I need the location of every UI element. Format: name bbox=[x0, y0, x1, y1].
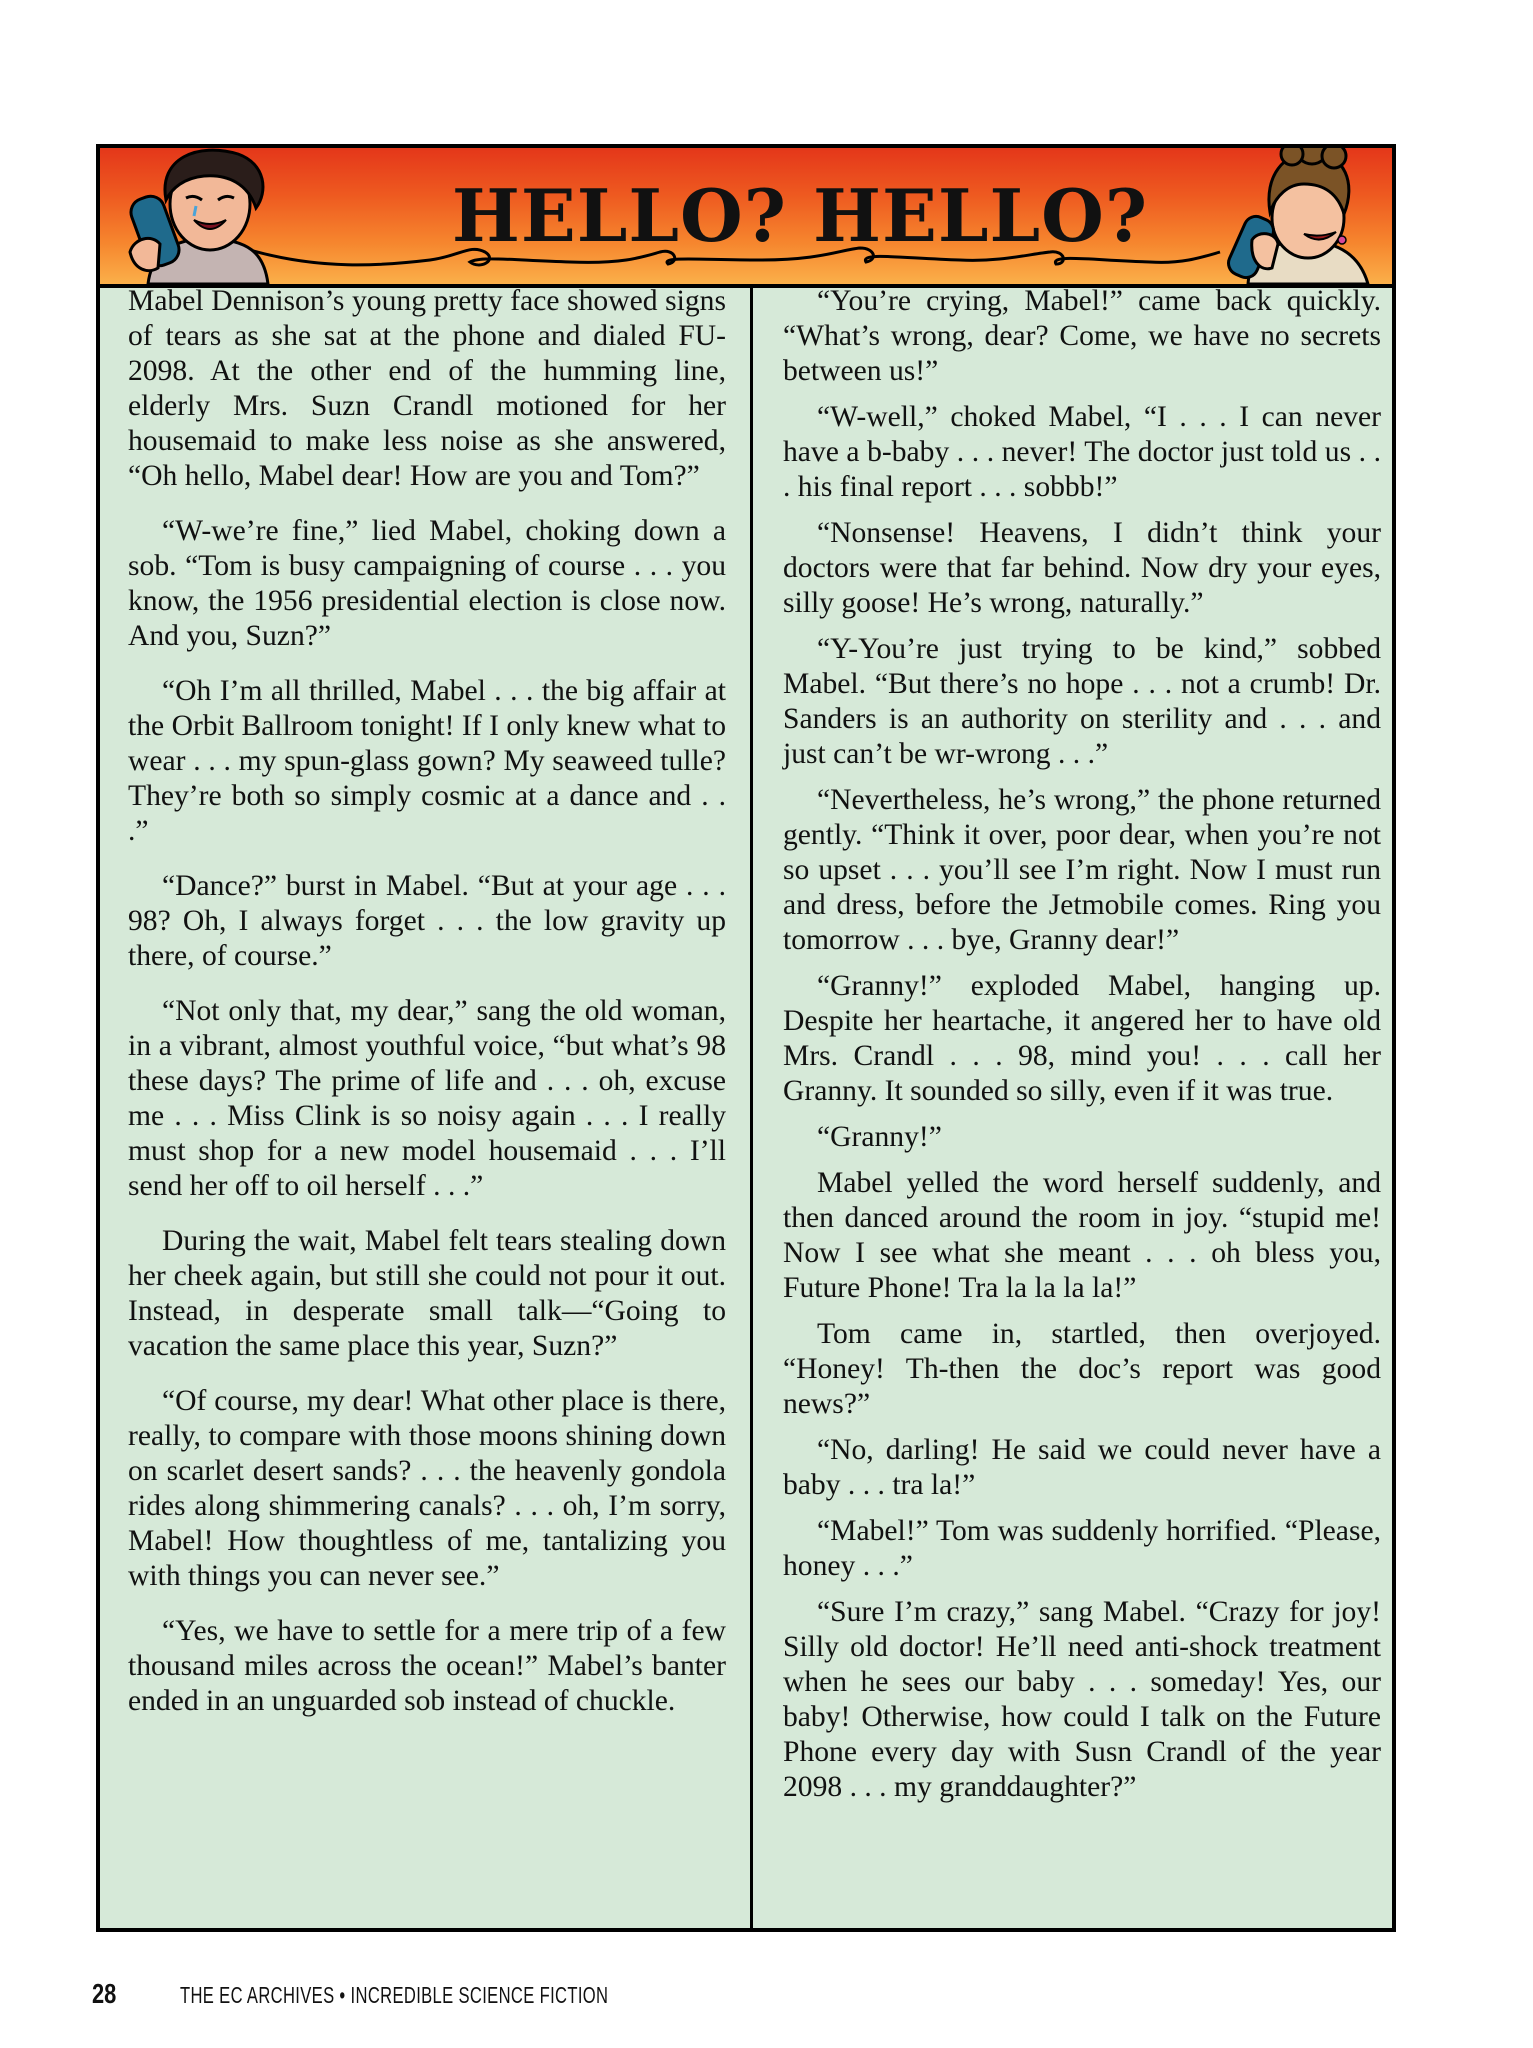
story-right-column bbox=[783, 284, 1381, 1816]
page-footer bbox=[92, 1978, 609, 2010]
story-paragraph: “Y-You’re just trying to be kind,” sobbed Mabel. “But there’s no hope . . . not a crumb! Dr. Sanders is an authority on sterility and . . . and just can’t be wr-wrong . . .” bbox=[783, 633, 1381, 770]
running-title: THE EC ARCHIVES • INCREDIBLE SCIENCE FICTION bbox=[180, 1982, 609, 2008]
story-paragraph: “Granny!” bbox=[817, 1121, 942, 1153]
woman-on-phone-left-illustration bbox=[108, 148, 308, 284]
story-paragraph: Mabel Dennison’s young pretty face showed signs of tears as she sat at the phone and dialed FU-2098. At the other end of the humming line, elderly Mrs. Suzn Crandl motioned for her housemaid to make less noise as she answered, “Oh hello, Mabel dear! How are you and Tom?” bbox=[128, 285, 726, 492]
story-paragraph: “You’re crying, Mabel!” came back quickly. “What’s wrong, dear? Come, we have no secrets between us!” bbox=[783, 285, 1381, 387]
woman-on-phone-right-illustration bbox=[1200, 148, 1390, 284]
column-divider bbox=[750, 288, 753, 1928]
story-paragraph: “Yes, we have to settle for a mere trip of a few thousand miles across the ocean!” Mabel’s banter ended in an unguarded sob instead of chuckle. bbox=[128, 1615, 726, 1717]
story-left-column bbox=[128, 284, 726, 1739]
page-number: 28 bbox=[92, 1978, 117, 2009]
title-banner bbox=[100, 148, 1392, 288]
story-paragraph: “Sure I’m crazy,” sang Mabel. “Crazy for joy! Silly old doctor! He’ll need anti-shock treatment when he sees our baby . . . someday! Yes, our baby! Otherwise, how could I talk on the Future Phone every day with Susn Crandl of the year 2098 . . . my granddaughter?” bbox=[783, 1596, 1381, 1803]
story-paragraph: “Dance?” burst in Mabel. “But at your age . . . 98? Oh, I always forget . . . the low gravity up there, of course.” bbox=[128, 870, 726, 972]
story-paragraph: “Not only that, my dear,” sang the old woman, in a vibrant, almost youthful voice, “but what’s 98 these days? The prime of life and . . . oh, excuse me . . . Miss Clink is so noisy again . . . I really must shop for a new model housemaid . . . I’ll send her off to oil herself . . .” bbox=[128, 995, 726, 1202]
story-paragraph: “W-we’re fine,” lied Mabel, choking down a sob. “Tom is busy campaigning of course . . . you know, the 1956 presidential election is close now. And you, Suzn?” bbox=[128, 515, 726, 652]
story-paragraph: “Nonsense! Heavens, I didn’t think your doctors were that far behind. Now dry your eyes, silly goose! He’s wrong, naturally.” bbox=[783, 517, 1381, 619]
story-paragraph: “Of course, my dear! What other place is there, really, to compare with those moons shining down on scarlet desert sands? . . . the heavenly gondola rides along shimmering canals? . . . oh, I’m sorry, Mabel! How thoughtless of me, tantalizing you with things you can never see.” bbox=[128, 1385, 726, 1592]
story-paragraph: Mabel yelled the word herself suddenly, and then danced around the room in joy. “stupid me! Now I see what she meant . . . oh bless you, Future Phone! Tra la la la la!” bbox=[783, 1167, 1381, 1304]
story-paragraph: “Oh I’m all thrilled, Mabel . . . the big affair at the Orbit Ballroom tonight! If I only knew what to wear . . . my spun-glass gown? My seaweed tulle? They’re both so simply cosmic at a dance and . . .” bbox=[128, 675, 726, 847]
story-paragraph: “Granny!” exploded Mabel, hanging up. Despite her heartache, it angered her to have old Mrs. Crandl . . . 98, mind you! . . . call her Granny. It sounded so silly, even if it was true. bbox=[783, 970, 1381, 1107]
story-paragraph: “W-well,” choked Mabel, “I . . . I can never have a b-baby . . . never! The doctor just told us . . . his final report . . . sobbb!” bbox=[783, 401, 1381, 503]
story-paragraph: “Mabel!” Tom was suddenly horrified. “Please, honey . . .” bbox=[783, 1515, 1381, 1582]
story-paragraph: “Nevertheless, he’s wrong,” the phone returned gently. “Think it over, poor dear, when you’re not so upset . . . you’ll see I’m right. Now I must run and dress, before the Jetmobile comes. Ring you tomorrow . . . bye, Granny dear!” bbox=[783, 784, 1381, 956]
story-paragraph: Tom came in, startled, then overjoyed. “Honey! Th-then the doc’s report was good news?” bbox=[783, 1318, 1381, 1420]
story-paragraph: During the wait, Mabel felt tears stealing down her cheek again, but still she could not pour it out. Instead, in desperate small talk—“Going to vacation the same place this year, Suzn?” bbox=[128, 1225, 726, 1362]
story-title: HELLO? HELLO? bbox=[451, 173, 1149, 258]
story-panel bbox=[96, 144, 1396, 1932]
story-paragraph: “No, darling! He said we could never have a baby . . . tra la!” bbox=[783, 1434, 1381, 1501]
